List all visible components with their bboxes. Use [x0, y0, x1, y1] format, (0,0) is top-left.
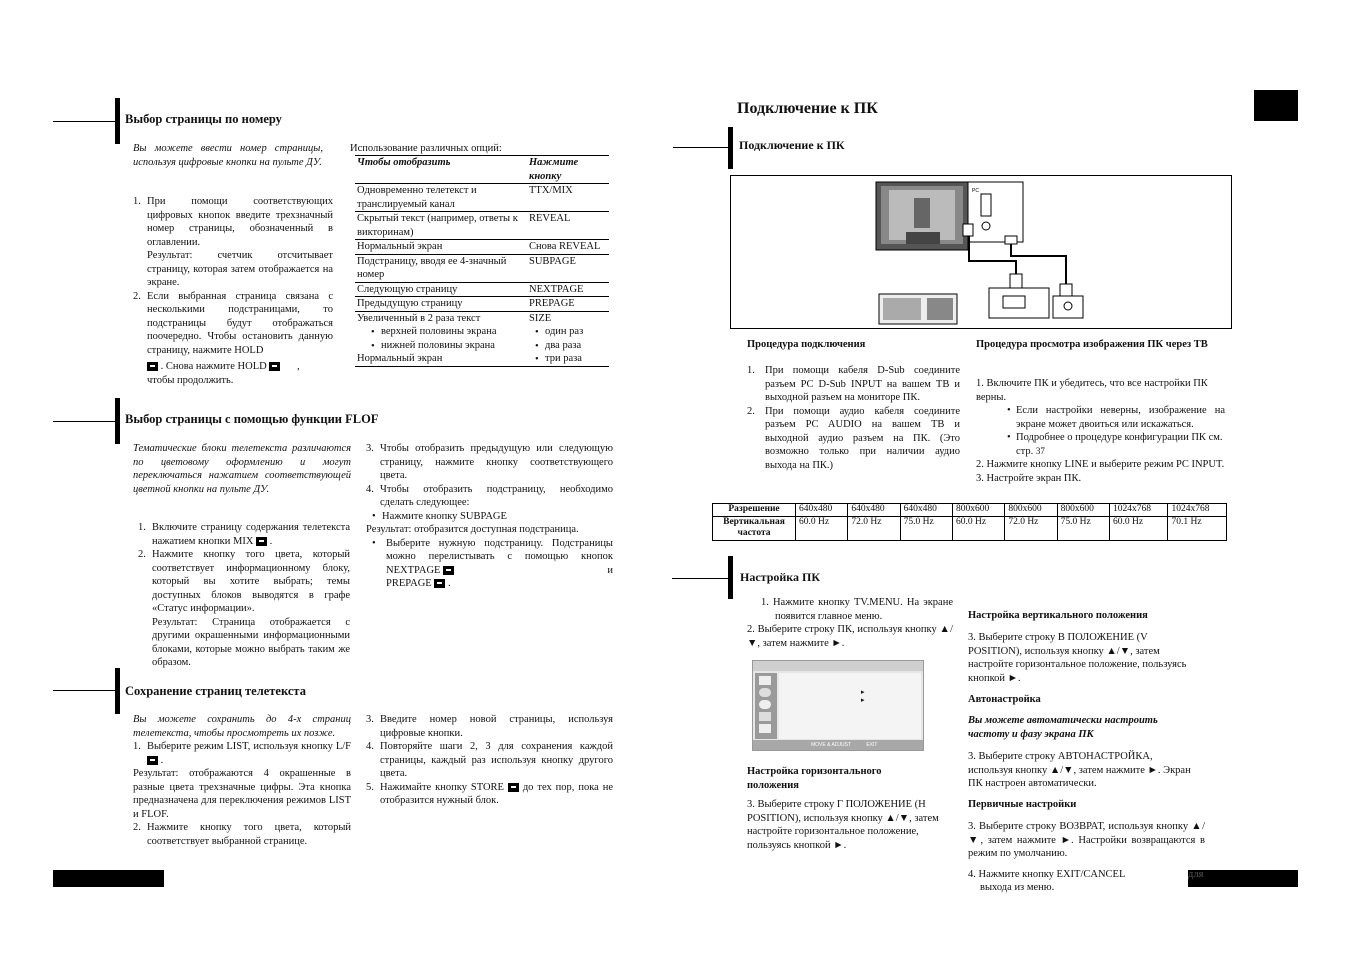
table-cell: 72.0 Hz [848, 516, 900, 540]
lf-key-icon [147, 756, 158, 765]
section-title-pc: Подключение к ПК [739, 138, 845, 152]
table-cell: 1024x768 [1168, 504, 1227, 517]
list-item: 2. При помощи аудио кабеля соедините разъем PC AUDIO на вашем ТВ и выходной аудио разъем на ПК. (Это возможно только при наличии аудио выхода на ПК.) [747, 405, 960, 471]
section-marker [115, 98, 120, 144]
table-cell: 640x480 [848, 504, 900, 517]
table-cell: Подстраницу, вводя ее 4-значный номер [355, 254, 527, 282]
svg-text:PC: PC [972, 188, 979, 194]
table-cell: Следующую страницу [355, 282, 527, 297]
mix-key-icon [256, 537, 267, 546]
list-item: 1. Включите страницу содержания телетекста нажатием кнопки MIX . [138, 522, 350, 547]
reset-text: 3. Выберите строку ВОЗВРАТ, используя кнопку ▲/▼, затем нажмите ►. Настройки возвращаются в режим по умолчанию. [968, 821, 1205, 859]
footer-bar-left [53, 870, 164, 887]
table-cell: 72.0 Hz [1005, 516, 1057, 540]
list-item: • Подробнее о процедуре конфигурации ПК см. стр. 37 [1007, 432, 1223, 457]
list-item: 2. Выберите строку ПК, используя кнопку ▲/▼, затем нажмите ►. [747, 624, 953, 649]
section-title-store: Сохранение страниц телетекста [125, 684, 306, 698]
table-cell: NEXTPAGE [527, 282, 609, 297]
connection-diagram [730, 175, 1232, 329]
result-text: Результат: отображаются 4 окрашенные в разные цвета трехзначные цифры. Эта кнопка предназначена для переключения режимов LIST и FLOF. [133, 768, 351, 820]
table-cell: • один раз [535, 326, 584, 338]
list-item: 4. Повторяйте шаги 2, 3 для сохранения каждой страницы, каждый раз используя кнопку другого цвета. [366, 741, 613, 779]
section-marker [115, 668, 120, 714]
table-cell: 640x480 [900, 504, 952, 517]
section-rule [672, 578, 728, 579]
table-cell: PREPAGE [527, 297, 609, 312]
section-title-page-number: Выбор страницы по номеру [125, 112, 282, 126]
table-cell: 60.0 Hz [1109, 516, 1168, 540]
osd-move-label: MOVE & ADJUST [811, 742, 851, 748]
setup-steps [747, 596, 953, 650]
section-rule [673, 147, 728, 148]
table-cell: Снова REVEAL [527, 240, 609, 255]
v-position-title: Настройка вертикального положения [968, 610, 1148, 621]
table-cell: • верхней половины экрана [371, 326, 497, 338]
col-header: Чтобы отобразить [355, 156, 527, 184]
table-cell: Скрытый текст (например, ответы к викторинам) [355, 212, 527, 240]
table-cell: 640x480 [796, 504, 848, 517]
table-cell: 60.0 Hz [796, 516, 848, 540]
h-position-title: Настройка горизонтального положения [747, 766, 882, 791]
table-cell: • три раза [535, 353, 582, 365]
auto-intro: Вы можете автоматически настроить частоту и фазу экрана ПК [968, 715, 1158, 740]
h-position-text: 3. Выберите строку Г ПОЛОЖЕНИЕ (H POSITION), используя кнопку ▲/▼, затем настройте горизонтальное положение, пользуясь кнопкой ►. [747, 799, 939, 851]
result-text: Результат: счетчик отсчитывает страницу, которая затем отображается на экране. [147, 250, 333, 288]
table-cell: Нормальный экран [357, 353, 443, 364]
table-cell: 75.0 Hz [900, 516, 952, 540]
section-title-flof: Выбор страницы с помощью функции FLOF [125, 412, 379, 426]
list-item: 2. Нажмите кнопку того цвета, который соответствует информационному блоку, который вы хотите выбрать; темы доступных блоков выводятся в графе «Статус информации». [138, 549, 350, 614]
intro-text: Тематические блоки телетекста различаются по цветовому оформлению и могут переключаться нажатием соответствующей цветной кнопки на пульте ДУ. [133, 443, 351, 495]
table-cell: 800x600 [952, 504, 1004, 517]
table-cell: 60.0 Hz [952, 516, 1004, 540]
footer-bar-right [1188, 870, 1298, 887]
view-list [976, 377, 1225, 485]
list-item: 1. При помощи соответствующих цифровых кнопок введите трехзначный номер страницы, обозначенный в оглавлении. [133, 196, 333, 248]
table-cell: REVEAL [527, 212, 609, 240]
list-item: 1. Включите ПК и убедитесь, что все настройки ПК верны. [976, 378, 1208, 403]
steps-list [138, 521, 350, 670]
row-header: Разрешение [713, 504, 796, 517]
osd-menu-image [752, 660, 924, 751]
table-cell: 800x600 [1057, 504, 1109, 517]
list-item: 1. Нажмите кнопку TV.MENU. На экране появится главное меню. [761, 597, 953, 622]
section-marker [728, 127, 733, 169]
list-item: 2. Нажмите кнопку того цвета, который соответствует выбранной странице. [133, 822, 351, 847]
table-cell: SIZE [527, 311, 609, 325]
list-item: 4. Чтобы отобразить подстраницу, необходимо сделать следующее: [366, 483, 613, 508]
section-rule [53, 121, 115, 122]
list-item: 1. Выберите режим LIST, используя кнопку L/F . [133, 741, 351, 766]
table-cell: Одновременно телетекст и транслируемый канал [355, 184, 527, 212]
table-cell: 75.0 Hz [1057, 516, 1109, 540]
result-text: Результат: отобразится доступная подстраница. [366, 524, 579, 535]
reset-title: Первичные настройки [968, 799, 1077, 810]
list-item-end: чтобы продолжить. [147, 374, 234, 386]
hold-key-icon [147, 362, 158, 371]
connection-diagram-image [731, 176, 1231, 328]
section-marker [728, 556, 733, 599]
table-cell: • нижней половины экрана [371, 339, 495, 352]
table-cell: SUBPAGE [527, 254, 609, 282]
section-title-pc-setup: Настройка ПК [740, 570, 821, 584]
exit-for-word: для [1188, 869, 1204, 880]
v-position-text: 3. Выберите строку В ПОЛОЖЕНИЕ (V POSITION), используя кнопку ▲/▼, затем настройте горизонтальное положение, пользуясь кнопкой ►. [968, 632, 1187, 684]
steps-list [133, 195, 333, 387]
list-item: • Если настройки неверны, изображение на экране может двоиться или искажаться. [1007, 405, 1225, 430]
procedure-title: Процедура подключения [747, 339, 866, 350]
result-text: Результат: Страница отображается с другими окрашенными информационными блоками, которые можно выбрать таким же образом. [152, 616, 350, 668]
resolution-table [712, 503, 1227, 541]
intro-text: Вы можете сохранить до 4-х страниц телетекста, чтобы просмотреть их позже. [133, 714, 351, 739]
table-cell: 70.1 Hz [1168, 516, 1227, 540]
exit-text-end: выхода из меню. [980, 882, 1055, 893]
store-key-icon [508, 783, 519, 792]
page-title: Подключение к ПК [737, 100, 878, 117]
store-col-left [133, 713, 351, 848]
table-cell: Предыдущую страницу [355, 297, 527, 312]
procedure-list [747, 364, 960, 472]
list-item: 3. Введите номер новой страницы, используя цифровые кнопки. [366, 714, 613, 739]
nextpage-key-icon [443, 566, 454, 575]
auto-title: Автонастройка [968, 694, 1041, 705]
options-table [355, 155, 609, 367]
section-rule [53, 690, 115, 691]
prepage-key-icon [434, 579, 445, 588]
list-item: 2. Нажмите кнопку LINE и выберите режим PC INPUT. [976, 459, 1225, 470]
hold-key-icon [269, 362, 280, 371]
col-header: Нажмите кнопку [527, 156, 609, 184]
exit-text: 4. Нажмите кнопку EXIT/CANCEL [968, 869, 1126, 880]
list-item-cont: . Снова нажмите HOLD , [133, 360, 333, 374]
list-item: • Нажмите кнопку SUBPAGE [372, 510, 507, 522]
list-item: 1. При помощи кабеля D-Sub соедините разъем PC D-Sub INPUT на вашем ТВ и выходной разъем на мониторе ПК. [747, 365, 960, 403]
table-cell: TTX/MIX [527, 184, 609, 212]
osd-sidebar [755, 673, 777, 739]
options-caption: Использование различных опций: [350, 143, 502, 154]
list-item: 2. Если выбранная страница связана с несколькими подстраницами, то подстраницы будут отображаться поочередно. Чтобы остановить данную страницу, нажмите HOLD [133, 290, 333, 356]
steps-list [366, 442, 613, 591]
table-cell: • два раза [535, 339, 582, 352]
list-item: 5. Нажимайте кнопку STORE до тех пор, пока не отобразится нужный блок. [366, 781, 614, 806]
section-marker [115, 398, 120, 444]
view-title: Процедура просмотра изображения ПК через ТВ [976, 339, 1208, 350]
row-header: Вертикальная частота [713, 516, 796, 540]
table-cell: Нормальный экран [355, 240, 527, 255]
corner-tab [1254, 90, 1298, 121]
table-cell: 1024x768 [1109, 504, 1168, 517]
intro-text: Вы можете ввести номер страницы, используя цифровые кнопки на пульте ДУ. [133, 143, 323, 168]
section-rule [53, 421, 115, 422]
auto-text: 3. Выберите строку АВТОНАСТРОЙКА, используя кнопку ▲/▼, затем нажмите ►. Экран ПК настроен автоматически. [968, 751, 1191, 789]
list-item: 3. Чтобы отобразить предыдущую или следующую страницу, нажмите кнопку соответствующего цвета. [366, 443, 613, 481]
table-cell: Увеличенный в 2 раза текст [355, 311, 527, 325]
list-item: • Выберите нужную подстраницу. Подстраницы можно перелистывать с помощью кнопок NEXTPAGE и PREPAGE . [372, 537, 613, 589]
osd-arrows: ▸ ▸ [861, 688, 865, 704]
store-col-right [366, 713, 613, 808]
list-item: 3. Настройте экран ПК. [976, 472, 1082, 484]
table-cell: 800x600 [1005, 504, 1057, 517]
osd-exit-label: EXIT [866, 742, 878, 748]
